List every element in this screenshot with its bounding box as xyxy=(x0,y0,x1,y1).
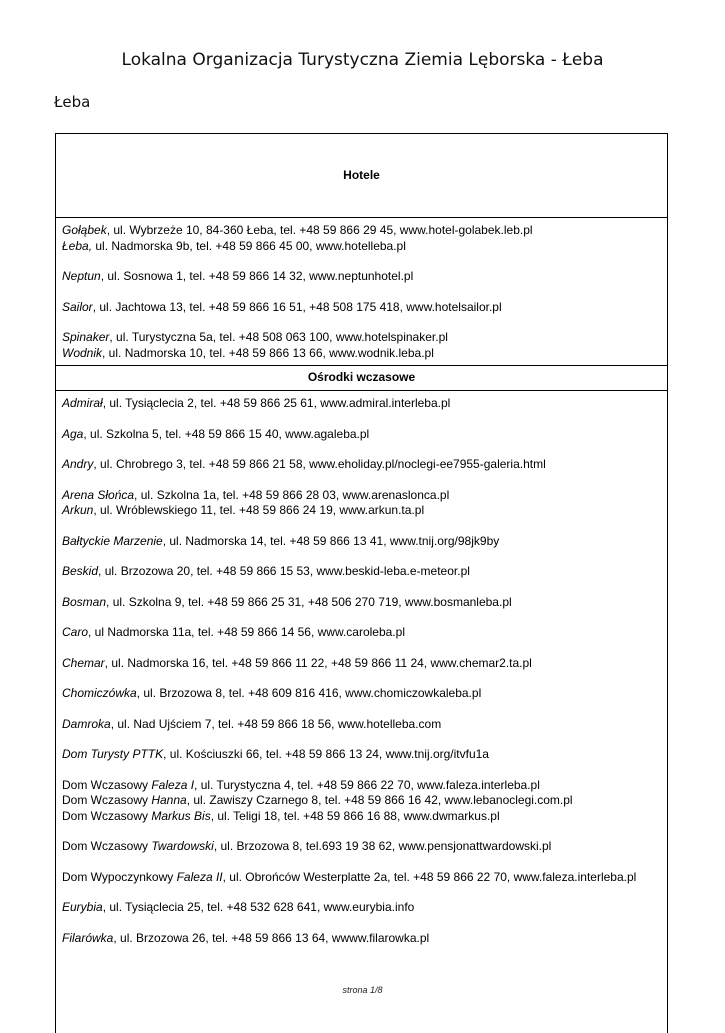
list-item xyxy=(62,300,661,316)
entry-name: Spinaker xyxy=(62,330,110,344)
entry-group xyxy=(62,656,661,672)
entry-name: Aga xyxy=(62,426,84,441)
list-item xyxy=(62,839,661,855)
entry-name: Arena Słońca xyxy=(62,487,135,502)
list-item xyxy=(62,223,661,239)
entry-name: Caro xyxy=(62,625,89,639)
entry-group xyxy=(62,223,661,254)
entry-details: , ul. Szkolna 5, tel. +48 59 866 15 40, www.agaleba.pl xyxy=(83,426,370,441)
list-item xyxy=(62,656,661,672)
entry-name: Neptun xyxy=(62,269,101,283)
entry-details: , ul. Tysiąclecia 2, tel. +48 59 866 25 61, www.admiral.interleba.pl xyxy=(102,396,451,410)
entry-group xyxy=(62,595,661,611)
entry-name: Chomiczówka xyxy=(62,686,137,700)
entry-name: Bosman xyxy=(62,594,107,609)
entry-details: , ul. Nadmorska 14, tel. +48 59 866 13 41, www.tnij.org/98jk9by xyxy=(162,533,500,548)
entry-prefix: Dom Wczasowy xyxy=(62,808,152,823)
entry-group xyxy=(62,931,661,947)
entry-prefix: Dom Wczasowy xyxy=(62,777,152,792)
list-item xyxy=(62,330,661,346)
section-heading-hotele: Hotele xyxy=(56,134,667,218)
entry-group xyxy=(62,747,661,763)
document-title: Lokalna Organizacja Turystyczna Ziemia Lęborska - Łeba xyxy=(121,50,604,70)
list-item xyxy=(62,686,661,702)
entry-name: Łeba, xyxy=(62,238,93,253)
entry-name: Gołąbek xyxy=(62,223,107,237)
list-item xyxy=(62,239,661,255)
list-item xyxy=(62,269,661,285)
list-item xyxy=(62,809,661,825)
entry-group xyxy=(62,839,661,855)
entry-group xyxy=(62,717,661,733)
list-item xyxy=(62,534,661,550)
entry-name: Dom Turysty PTTK xyxy=(62,747,164,761)
entry-name: Wodnik xyxy=(62,345,103,360)
entry-details: , ul. Wróblewskiego 11, tel. +48 59 866 24 19, www.arkun.ta.pl xyxy=(93,503,425,517)
list-item xyxy=(62,564,661,580)
entry-group xyxy=(62,900,661,916)
entry-prefix: Dom Wypoczynkowy xyxy=(62,869,177,884)
entry-group xyxy=(62,427,661,443)
entry-name: Arkun xyxy=(62,503,94,517)
entry-group xyxy=(62,534,661,550)
entry-group xyxy=(62,269,661,285)
entry-group xyxy=(62,564,661,580)
entry-group xyxy=(62,778,661,825)
entry-details: , ul. Brzozowa 8, tel.693 19 38 62, www.pensjonattwardowski.pl xyxy=(213,839,552,853)
location-heading: Łeba xyxy=(54,93,91,111)
section-heading-osrodki: Ośrodki wczasowe xyxy=(56,365,667,391)
entry-name: Markus Bis xyxy=(151,808,211,823)
entry-details: , ul. Kościuszki 66, tel. +48 59 866 13 24, www.tnij.org/itvfu1a xyxy=(163,747,489,761)
list-item xyxy=(62,457,661,473)
list-item xyxy=(62,346,661,362)
entry-name: Bałtyckie Marzenie xyxy=(62,533,163,548)
hotel-list xyxy=(56,218,667,365)
entry-details: , ul. Teligi 18, tel. +48 59 866 16 88, www.dwmarkus.pl xyxy=(210,808,500,823)
entry-prefix: Dom Wczasowy xyxy=(62,839,152,853)
entry-details: , ul. Jachtowa 13, tel. +48 59 866 16 51, +48 508 175 418, www.hotelsailor.pl xyxy=(92,299,502,314)
entry-name: Eurybia xyxy=(62,900,103,914)
entry-details: , ul. Tysiąclecia 25, tel. +48 532 628 641, www.eurybia.info xyxy=(102,900,415,914)
entry-details: ul. Nadmorska 9b, tel. +48 59 866 45 00, www.hotelleba.pl xyxy=(92,238,406,253)
list-item xyxy=(62,717,661,733)
entry-details: , ul. Chrobrego 3, tel. +48 59 866 21 58, www.eholiday.pl/noclegi-ee7955-galeria.html xyxy=(93,457,546,471)
entry-group xyxy=(62,625,661,641)
entry-name: Admirał xyxy=(62,396,103,410)
entry-details: , ul. Szkolna 1a, tel. +48 59 866 28 03, www.arenaslonca.pl xyxy=(134,487,450,502)
entry-group xyxy=(62,396,661,412)
entry-name: Faleza II xyxy=(176,869,223,884)
listing-table xyxy=(55,133,668,1033)
list-item xyxy=(62,396,661,412)
list-item xyxy=(62,595,661,611)
entry-group xyxy=(62,488,661,519)
entry-details: , ul. Obrońców Westerplatte 2a, tel. +48 59 866 22 70, www.faleza.interleba.pl xyxy=(222,869,637,884)
entry-details: , ul. Wybrzeże 10, 84-360 Łeba, tel. +48 59 866 29 45, www.hotel-golabek.leb.pl xyxy=(106,223,533,237)
entry-name: Twardowski xyxy=(151,839,214,853)
list-item xyxy=(62,747,661,763)
entry-group xyxy=(62,686,661,702)
entry-name: Hanna xyxy=(151,793,187,807)
list-item xyxy=(62,793,661,809)
entry-group xyxy=(62,330,661,361)
entry-details: , ul. Turystyczna 5a, tel. +48 508 063 100, www.hotelspinaker.pl xyxy=(109,330,448,344)
entry-name: Beskid xyxy=(62,564,99,578)
entry-details: , ul. Nadmorska 16, tel. +48 59 866 11 22, +48 59 866 11 24, www.chemar2.ta.pl xyxy=(104,655,532,670)
entry-group xyxy=(62,457,661,473)
list-item xyxy=(62,870,661,886)
entry-details: , ul. Nadmorska 10, tel. +48 59 866 13 66, www.wodnik.leba.pl xyxy=(102,345,434,360)
entry-details: , ul. Brzozowa 8, tel. +48 609 816 416, www.chomiczowkaleba.pl xyxy=(136,686,482,700)
resort-list xyxy=(56,391,667,963)
entry-name: Sailor xyxy=(62,299,93,314)
entry-details: , ul. Sosnowa 1, tel. +48 59 866 14 32, www.neptunhotel.pl xyxy=(100,269,414,283)
entry-name: Faleza I xyxy=(151,777,195,792)
entry-details: , ul. Brzozowa 20, tel. +48 59 866 15 53, www.beskid-leba.e-meteor.pl xyxy=(98,564,470,578)
entry-name: Damroka xyxy=(62,716,111,731)
entry-details: , ul. Turystyczna 4, tel. +48 59 866 22 70, www.faleza.interleba.pl xyxy=(194,777,540,792)
entry-details: , ul. Nad Ujściem 7, tel. +48 59 866 18 56, www.hotelleba.com xyxy=(110,716,442,731)
list-item xyxy=(62,488,661,504)
list-item xyxy=(62,900,661,916)
list-item xyxy=(62,427,661,443)
entry-prefix: Dom Wczasowy xyxy=(62,793,152,807)
entry-details: , ul Nadmorska 11a, tel. +48 59 866 14 56, www.caroleba.pl xyxy=(88,625,405,639)
entry-name: Chemar xyxy=(62,655,105,670)
list-item xyxy=(62,503,661,519)
list-item xyxy=(62,931,661,947)
list-item xyxy=(62,778,661,794)
page-number: strona 1/8 xyxy=(342,985,383,995)
entry-details: , ul. Szkolna 9, tel. +48 59 866 25 31, +48 506 270 719, www.bosmanleba.pl xyxy=(106,594,512,609)
list-item xyxy=(62,625,661,641)
entry-group xyxy=(62,300,661,316)
entry-details: , ul. Zawiszy Czarnego 8, tel. +48 59 866 16 42, www.lebanoclegi.com.pl xyxy=(186,793,573,807)
entry-name: Andry xyxy=(62,457,94,471)
entry-group xyxy=(62,870,661,886)
entry-name: Filarówka xyxy=(62,930,114,945)
entry-details: , ul. Brzozowa 26, tel. +48 59 866 13 64, wwww.filarowka.pl xyxy=(113,930,430,945)
